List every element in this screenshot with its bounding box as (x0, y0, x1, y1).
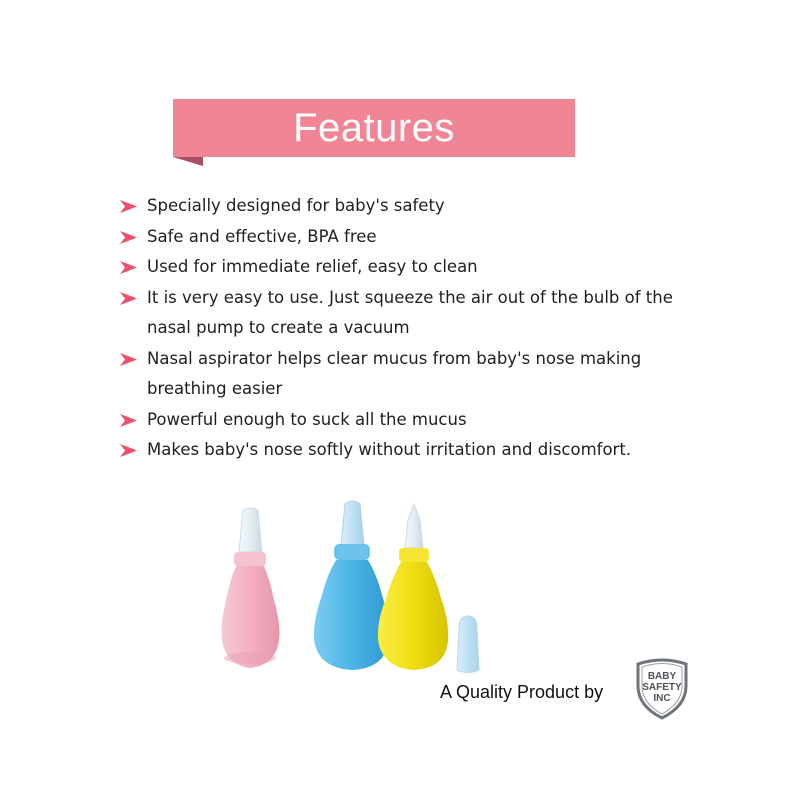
arrow-bullet-icon (120, 200, 137, 213)
logo-text-baby: BABY (647, 671, 677, 682)
feature-item (118, 344, 698, 405)
arrow-bullet-icon (120, 444, 137, 457)
feature-item (118, 283, 698, 344)
arrow-bullet-icon (120, 414, 137, 427)
feature-item (118, 435, 698, 466)
features-title: Features (293, 105, 455, 150)
feature-text: Safe and effective, BPA free (147, 226, 377, 246)
baby-safety-inc-logo (630, 658, 694, 720)
banner-fold (173, 157, 203, 166)
feature-item (118, 222, 698, 253)
arrow-bullet-icon (120, 353, 137, 366)
feature-text: Makes baby's nose softly without irritation and discomfort. (147, 440, 632, 459)
feature-text: Nasal aspirator helps clear mucus from baby's nose making breathing easier (147, 348, 642, 398)
feature-item (118, 252, 698, 283)
logo-text-safety: SAFETY (642, 682, 682, 693)
logo-text-inc: INC (653, 693, 671, 704)
features-list (118, 191, 698, 466)
feature-item (118, 191, 698, 222)
clear-cap (457, 616, 479, 673)
quality-tagline: A Quality Product by (440, 682, 604, 702)
feature-text: Powerful enough to suck all the mucus (147, 409, 467, 429)
feature-item (118, 405, 698, 436)
arrow-bullet-icon (120, 292, 137, 305)
feature-text: Specially designed for baby's safety (147, 196, 445, 215)
arrow-bullet-icon (120, 231, 137, 244)
feature-text: Used for immediate relief, easy to clean (147, 257, 478, 276)
product-photo (200, 500, 520, 700)
feature-text: It is very easy to use. Just squeeze the air out of the bulb of the nasal pump to create a vacuum (147, 287, 673, 337)
yellow-aspirator (378, 504, 448, 670)
pink-aspirator (222, 508, 280, 668)
blue-aspirator (314, 501, 389, 670)
arrow-bullet-icon (120, 261, 137, 274)
